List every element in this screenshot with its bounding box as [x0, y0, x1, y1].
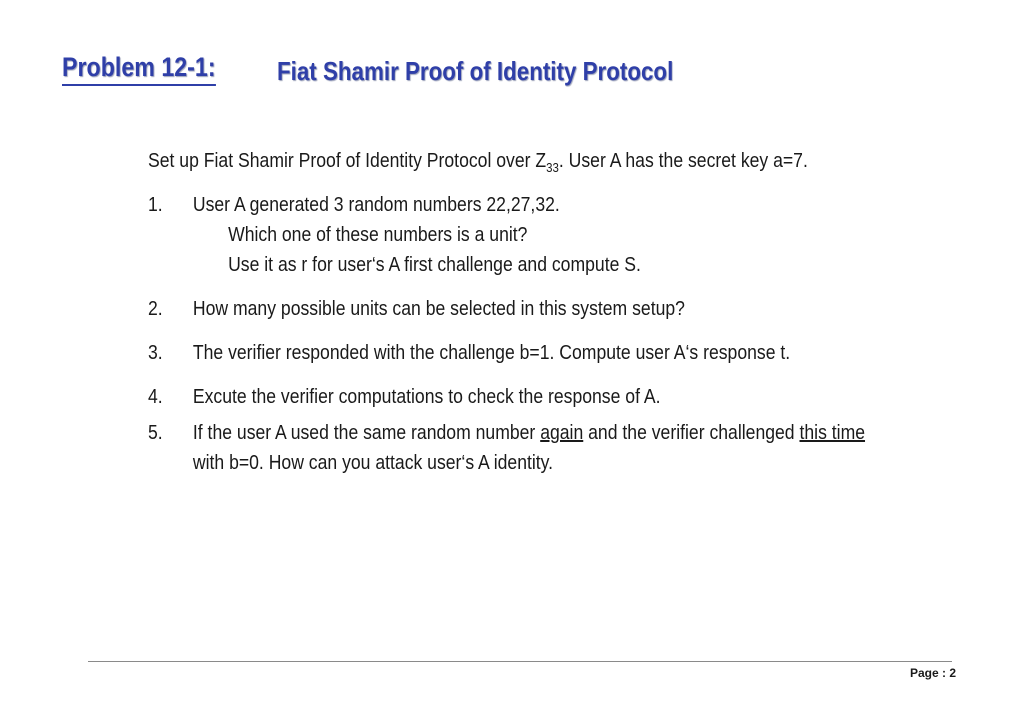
- question-1-subline-2: Use it as r for user‘s A first challenge and compute S.: [228, 254, 641, 276]
- footer-divider: [88, 661, 952, 662]
- intro-text-after: . User A has the secret key a=7.: [558, 150, 808, 172]
- emphasis-again: again: [540, 422, 584, 444]
- question-body: [193, 190, 887, 220]
- question-4: [148, 382, 887, 412]
- question-3: [148, 338, 887, 368]
- question-5-part-5: with b=0. How can you attack user‘s A identity.: [192, 452, 554, 474]
- question-number: 4.: [148, 386, 163, 408]
- intro-text-before: Set up Fiat Shamir Proof of Identity Protocol over Z: [148, 150, 547, 172]
- question-1-sublines: [148, 220, 887, 280]
- question-text: Excute the verifier computations to check the response of A.: [192, 386, 661, 408]
- page-title: Fiat Shamir Proof of Identity Protocol: [277, 56, 674, 86]
- intro-statement: [148, 146, 887, 176]
- question-5-part-1: If the user A used the same random number: [192, 422, 541, 444]
- question-5-part-3: and the verifier challenged: [583, 422, 800, 444]
- question-number: 2.: [148, 298, 163, 320]
- intro-subscript: 33: [546, 160, 559, 175]
- question-text: The verifier responded with the challenge b=1. Compute user A‘s response t.: [192, 342, 791, 364]
- page-number: Page : 2: [909, 666, 956, 680]
- problem-label: Problem 12-1:: [62, 52, 216, 86]
- question-text: How many possible units can be selected in this system setup?: [192, 298, 685, 320]
- question-1: [148, 190, 887, 220]
- emphasis-this-time: this time: [799, 422, 866, 444]
- question-2: [148, 294, 887, 324]
- question-text: [193, 418, 887, 478]
- question-1-subline-1: Which one of these numbers is a unit?: [228, 224, 528, 246]
- question-5: [148, 418, 887, 478]
- question-number: 1.: [148, 194, 163, 216]
- question-number: 5.: [148, 422, 163, 444]
- question-number: 3.: [148, 342, 163, 364]
- problem-content: [148, 146, 887, 492]
- question-text: User A generated 3 random numbers 22,27,32.: [192, 194, 560, 216]
